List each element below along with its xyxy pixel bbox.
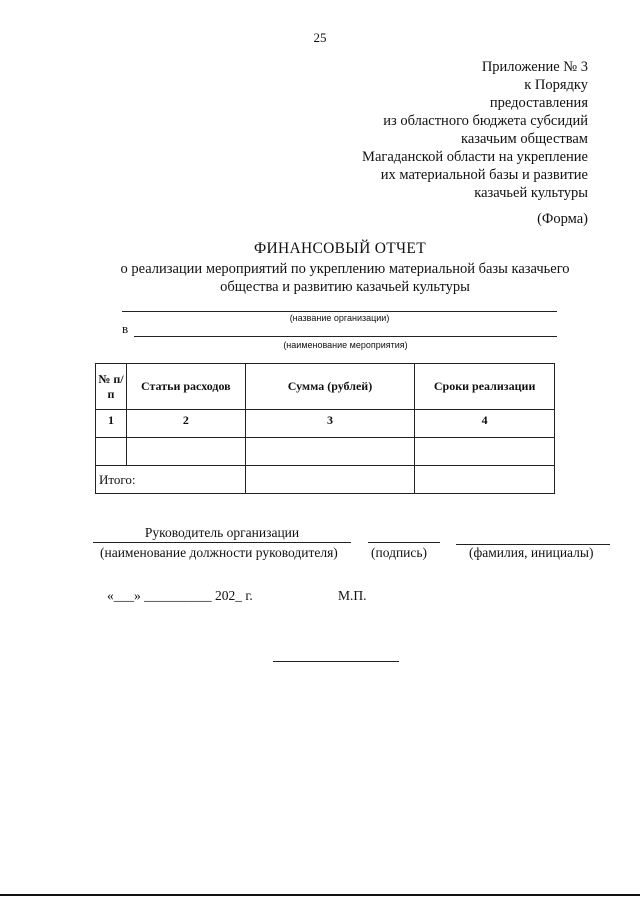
signature-caption: (подпись) bbox=[371, 545, 428, 560]
column-number: 4 bbox=[415, 410, 555, 438]
name-caption: (фамилия, инициалы) bbox=[469, 545, 594, 560]
org-name-line bbox=[122, 311, 557, 312]
table-header-row bbox=[96, 364, 555, 410]
org-name-caption: (название организации) bbox=[289, 313, 390, 323]
event-name-line bbox=[134, 336, 557, 337]
table-cell bbox=[415, 438, 555, 466]
table-row bbox=[96, 438, 555, 466]
table-number-row bbox=[96, 410, 555, 438]
signature-role: Руководитель организации bbox=[144, 525, 300, 540]
table-cell bbox=[126, 438, 245, 466]
date-field: «___» __________ 202_ г. bbox=[107, 588, 253, 603]
table-cell bbox=[96, 438, 127, 466]
column-number: 3 bbox=[245, 410, 415, 438]
event-prefix: в bbox=[122, 321, 129, 336]
subtitle-line: о реализации мероприятий по укреплению материальной базы казачьего bbox=[120, 261, 570, 277]
column-number: 2 bbox=[126, 410, 245, 438]
appendix-line: Магаданской области на укрепление bbox=[362, 149, 588, 165]
event-name-caption: (наименование мероприятия) bbox=[283, 340, 408, 350]
total-deadline-cell bbox=[415, 466, 555, 494]
appendix-line: предоставления bbox=[489, 95, 588, 111]
stamp-label: М.П. bbox=[338, 588, 367, 603]
column-number: 1 bbox=[96, 410, 127, 438]
header-expense-items: Статьи расходов bbox=[126, 364, 245, 410]
position-line bbox=[93, 542, 351, 543]
form-label: (Форма) bbox=[537, 211, 588, 227]
appendix-line: из областного бюджета субсидий bbox=[383, 113, 588, 129]
position-caption: (наименование должности руководителя) bbox=[100, 545, 338, 560]
page-number: 25 bbox=[313, 30, 327, 45]
header-deadline: Сроки реализации bbox=[415, 364, 555, 410]
subtitle-line: общества и развитию казачьей культуры bbox=[220, 279, 470, 295]
appendix-block bbox=[258, 58, 588, 202]
total-label: Итого: bbox=[96, 466, 246, 494]
appendix-line: их материальной базы и развитие bbox=[380, 167, 588, 183]
table-total-row bbox=[96, 466, 555, 494]
total-amount-cell bbox=[245, 466, 415, 494]
document-title: ФИНАНСОВЫЙ ОТЧЕТ bbox=[254, 240, 426, 257]
signature-line bbox=[368, 542, 440, 543]
bottom-edge-line bbox=[0, 894, 640, 896]
appendix-line: казачьей культуры bbox=[474, 185, 588, 201]
header-number: № п/п bbox=[96, 364, 127, 410]
document-subtitle bbox=[100, 260, 590, 296]
closing-line bbox=[273, 661, 399, 662]
appendix-line: казачьим обществам bbox=[461, 131, 588, 147]
appendix-line: к Порядку bbox=[524, 77, 588, 93]
header-amount: Сумма (рублей) bbox=[245, 364, 415, 410]
report-table bbox=[95, 363, 555, 494]
table-cell bbox=[245, 438, 415, 466]
appendix-line: Приложение № 3 bbox=[481, 59, 588, 75]
